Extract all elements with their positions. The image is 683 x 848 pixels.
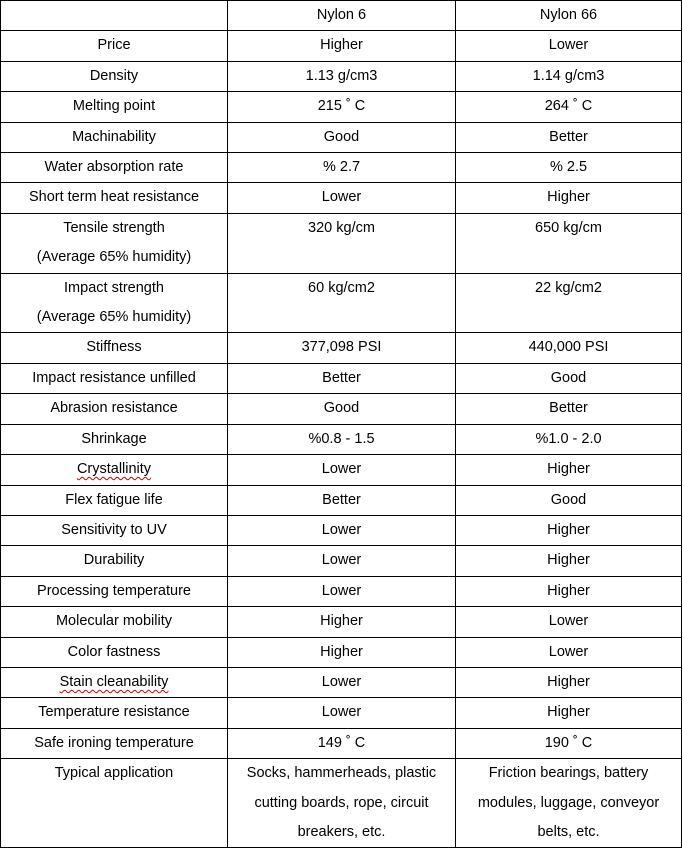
property-cell: Durability	[1, 546, 228, 576]
nylon-66-cell: Better	[456, 394, 682, 424]
nylon-6-cell: Better	[228, 363, 456, 393]
nylon-66-cell: Better	[456, 122, 682, 152]
nylon-66-cell: 190 ˚ C	[456, 728, 682, 758]
spellcheck-flagged-word: Stain cleanability	[59, 673, 169, 690]
table-row	[1, 213, 682, 273]
property-cell	[1, 213, 228, 273]
table-row	[1, 728, 682, 758]
nylon-6-cell: Lower	[228, 546, 456, 576]
nylon-66-cell: 22 kg/cm2	[456, 273, 682, 333]
property-cell: Water absorption rate	[1, 153, 228, 183]
nylon-6-cell: Good	[228, 394, 456, 424]
nylon-66-cell: Higher	[456, 515, 682, 545]
nylon-6-cell: 149 ˚ C	[228, 728, 456, 758]
table-row	[1, 515, 682, 545]
nylon-6-cell: Good	[228, 122, 456, 152]
table-row	[1, 363, 682, 393]
nylon-66-cell: Higher	[456, 698, 682, 728]
property-cell: Flex fatigue life	[1, 485, 228, 515]
nylon-66-cell: Higher	[456, 667, 682, 697]
nylon-6-cell: Lower	[228, 515, 456, 545]
nylon-66-cell: Good	[456, 485, 682, 515]
table-row	[1, 637, 682, 667]
table-row	[1, 485, 682, 515]
nylon-6-cell: Higher	[228, 607, 456, 637]
table-row	[1, 424, 682, 454]
nylon-66-cell: 650 kg/cm	[456, 213, 682, 273]
property-cell: Machinability	[1, 122, 228, 152]
property-cell: Safe ironing temperature	[1, 728, 228, 758]
table-row	[1, 31, 682, 61]
nylon-66-cell: Lower	[456, 637, 682, 667]
nylon-6-cell: Higher	[228, 637, 456, 667]
property-cell: Price	[1, 31, 228, 61]
table-row	[1, 759, 682, 848]
header-cell-nylon-66: Nylon 66	[456, 1, 682, 31]
nylon-6-cell: 215 ˚ C	[228, 92, 456, 122]
property-cell: Color fastness	[1, 637, 228, 667]
nylon-6-cell: 320 kg/cm	[228, 213, 456, 273]
nylon-6-cell: Higher	[228, 31, 456, 61]
property-cell	[1, 667, 228, 697]
table-row	[1, 607, 682, 637]
nylon-66-cell: Higher	[456, 455, 682, 485]
property-cell	[1, 455, 228, 485]
header-cell-property	[1, 1, 228, 31]
nylon-6-cell: 60 kg/cm2	[228, 273, 456, 333]
table-row	[1, 61, 682, 91]
nylon-6-cell: Lower	[228, 576, 456, 606]
table-row	[1, 183, 682, 213]
nylon-66-cell: Good	[456, 363, 682, 393]
property-cell: Stiffness	[1, 333, 228, 363]
property-cell: Molecular mobility	[1, 607, 228, 637]
property-cell: Sensitivity to UV	[1, 515, 228, 545]
application-line: modules, luggage, conveyor	[477, 794, 660, 811]
property-cell: Shrinkage	[1, 424, 228, 454]
property-cell	[1, 273, 228, 333]
application-line: Socks, hammerheads, plastic	[246, 765, 437, 782]
table-row	[1, 394, 682, 424]
table-row	[1, 333, 682, 363]
nylon-6-cell: Lower	[228, 667, 456, 697]
nylon-6-cell: % 2.7	[228, 153, 456, 183]
nylon-6-cell: 377,098 PSI	[228, 333, 456, 363]
nylon-66-cell: Higher	[456, 576, 682, 606]
spellcheck-flagged-word: Crystallinity	[76, 461, 152, 478]
table-row	[1, 455, 682, 485]
property-cell: Typical application	[1, 759, 228, 848]
property-cell: Melting point	[1, 92, 228, 122]
table-row	[1, 667, 682, 697]
nylon-6-cell: Better	[228, 485, 456, 515]
nylon-6-cell: %0.8 - 1.5	[228, 424, 456, 454]
nylon-6-cell: Lower	[228, 698, 456, 728]
table-row	[1, 273, 682, 333]
nylon-66-cell: 440,000 PSI	[456, 333, 682, 363]
property-cell: Short term heat resistance	[1, 183, 228, 213]
table-row	[1, 546, 682, 576]
application-line: belts, etc.	[537, 823, 600, 840]
table-row	[1, 122, 682, 152]
property-line: Tensile strength	[63, 219, 165, 236]
property-cell: Density	[1, 61, 228, 91]
property-cell: Abrasion resistance	[1, 394, 228, 424]
application-line: Friction bearings, battery	[488, 765, 649, 782]
application-line: breakers, etc.	[297, 823, 386, 840]
table-row	[1, 153, 682, 183]
nylon-66-cell: Higher	[456, 183, 682, 213]
header-cell-nylon-6: Nylon 6	[228, 1, 456, 31]
nylon-6-cell	[228, 759, 456, 848]
nylon-66-cell	[456, 759, 682, 848]
property-cell: Impact resistance unfilled	[1, 363, 228, 393]
nylon-6-cell: Lower	[228, 183, 456, 213]
application-line: cutting boards, rope, circuit	[254, 794, 429, 811]
nylon-66-cell: 264 ˚ C	[456, 92, 682, 122]
property-cell: Temperature resistance	[1, 698, 228, 728]
property-line: Impact strength	[64, 279, 164, 296]
nylon-6-cell: 1.13 g/cm3	[228, 61, 456, 91]
nylon-66-cell: % 2.5	[456, 153, 682, 183]
property-note: (Average 65% humidity)	[36, 309, 192, 326]
nylon-66-cell: Lower	[456, 31, 682, 61]
table-row	[1, 698, 682, 728]
nylon-66-cell: Higher	[456, 546, 682, 576]
table-row	[1, 92, 682, 122]
nylon-66-cell: Lower	[456, 607, 682, 637]
table-header-row	[1, 1, 682, 31]
table-row	[1, 576, 682, 606]
property-cell: Processing temperature	[1, 576, 228, 606]
nylon-66-cell: 1.14 g/cm3	[456, 61, 682, 91]
nylon-6-cell: Lower	[228, 455, 456, 485]
nylon-66-cell: %1.0 - 2.0	[456, 424, 682, 454]
property-note: (Average 65% humidity)	[36, 249, 192, 266]
